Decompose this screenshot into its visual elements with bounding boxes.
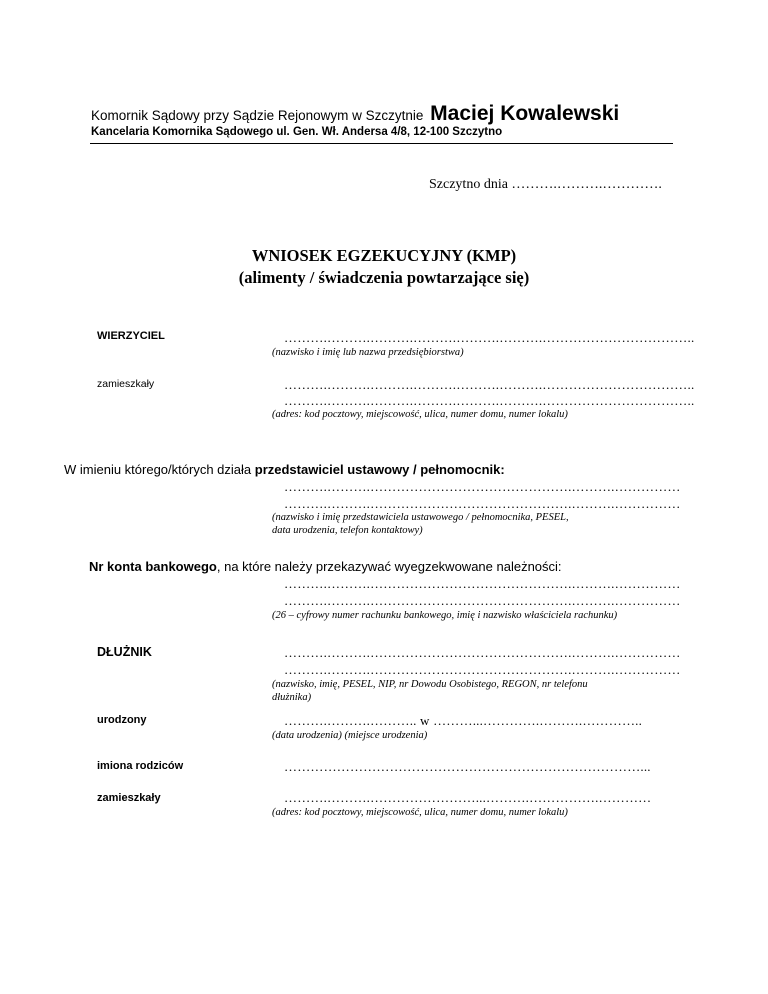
office-line: Komornik Sądowy przy Sądzie Rejonowym w Szczytnie [91, 108, 424, 123]
creditor-address-hint: (adres: kod pocztowy, miejscowość, ulica, numer domu, numer lokalu) [272, 409, 568, 420]
creditor-name-field[interactable]: ……….……….……….……….……….……….…………………………….. [284, 330, 695, 345]
debtor-born-label: urodzony [97, 714, 147, 726]
bank-intro-text: , na które należy przekazywać wyegzekwowane należności: [216, 559, 562, 574]
bailiff-name: Maciej Kowalewski [430, 102, 620, 125]
representative-hint-1: (nazwisko i imię przedstawiciela ustawowego / pełnomocnika, PESEL, [272, 512, 569, 523]
debtor-parents-label: imiona rodziców [97, 760, 184, 772]
document-title: WNIOSEK EGZEKUCYJNY (KMP) [251, 246, 517, 265]
debtor-field-2[interactable]: ……….……….……………………………………….……….…………… [284, 662, 681, 677]
debtor-label: DŁUŻNIK [97, 645, 152, 659]
letterhead [91, 102, 619, 126]
creditor-label: WIERZYCIEL [97, 330, 165, 342]
debtor-field-1[interactable]: ……….……….……………………………………….……….…………… [284, 645, 681, 660]
bank-field-2[interactable]: ……….……….……………………………………….……….…………… [284, 593, 681, 608]
debtor-born-hint: (data urodzenia) (miejsce urodzenia) [272, 730, 428, 741]
debtor-parents-field[interactable]: ………………………………………………………………………... [284, 759, 651, 774]
bank-hint: (26 – cyfrowy numer rachunku bankowego, imię i nazwisko właściciela rachunku) [272, 610, 618, 621]
document-subtitle: (alimenty / świadczenia powtarzające się) [238, 268, 530, 287]
debtor-address-field[interactable]: ……….……….……………………...……….…………….………… [284, 790, 652, 805]
header-divider [90, 143, 673, 144]
debtor-address-hint: (adres: kod pocztowy, miejscowość, ulica, numer domu, numer lokalu) [272, 807, 568, 818]
creditor-name-hint: (nazwisko i imię lub nazwa przedsiębiorstwa) [272, 347, 464, 358]
bank-intro-bold: Nr konta bankowego [89, 559, 217, 574]
bank-intro [89, 559, 562, 574]
representative-intro-text: W imieniu którego/których działa [64, 462, 255, 477]
creditor-address-field-1[interactable]: ……….……….……….……….……….……….…………………………….. [284, 377, 695, 392]
representative-field-1[interactable]: ……….……….……………………………………….……….…………… [284, 479, 681, 494]
representative-intro-bold: przedstawiciel ustawowy / pełnomocnik: [254, 462, 505, 477]
debtor-hint-1: (nazwisko, imię, PESEL, NIP, nr Dowodu Osobistego, REGON, nr telefonu [272, 679, 588, 690]
debtor-hint-2: dłużnika) [272, 692, 312, 703]
office-address: Kancelaria Komornika Sądowego ul. Gen. Wł. Andersa 4/8, 12-100 Szczytno [91, 126, 503, 138]
representative-intro [64, 462, 505, 477]
bank-field-1[interactable]: ……….……….……………………………………….……….…………… [284, 576, 681, 591]
representative-hint-2: data urodzenia, telefon kontaktowy) [272, 525, 423, 536]
creditor-residence-label: zamieszkały [97, 378, 155, 390]
representative-field-2[interactable]: ……….……….……………………………………….……….…………… [284, 496, 681, 511]
creditor-address-field-2[interactable]: ……….……….……….……….……….……….…………………………….. [284, 393, 695, 408]
debtor-residence-label: zamieszkały [97, 792, 161, 804]
date-line[interactable]: Szczytno dnia ……….……….…………. [429, 177, 662, 192]
debtor-born-field[interactable]: ……….……….……….. w ………...………….……….………….. [284, 713, 643, 728]
